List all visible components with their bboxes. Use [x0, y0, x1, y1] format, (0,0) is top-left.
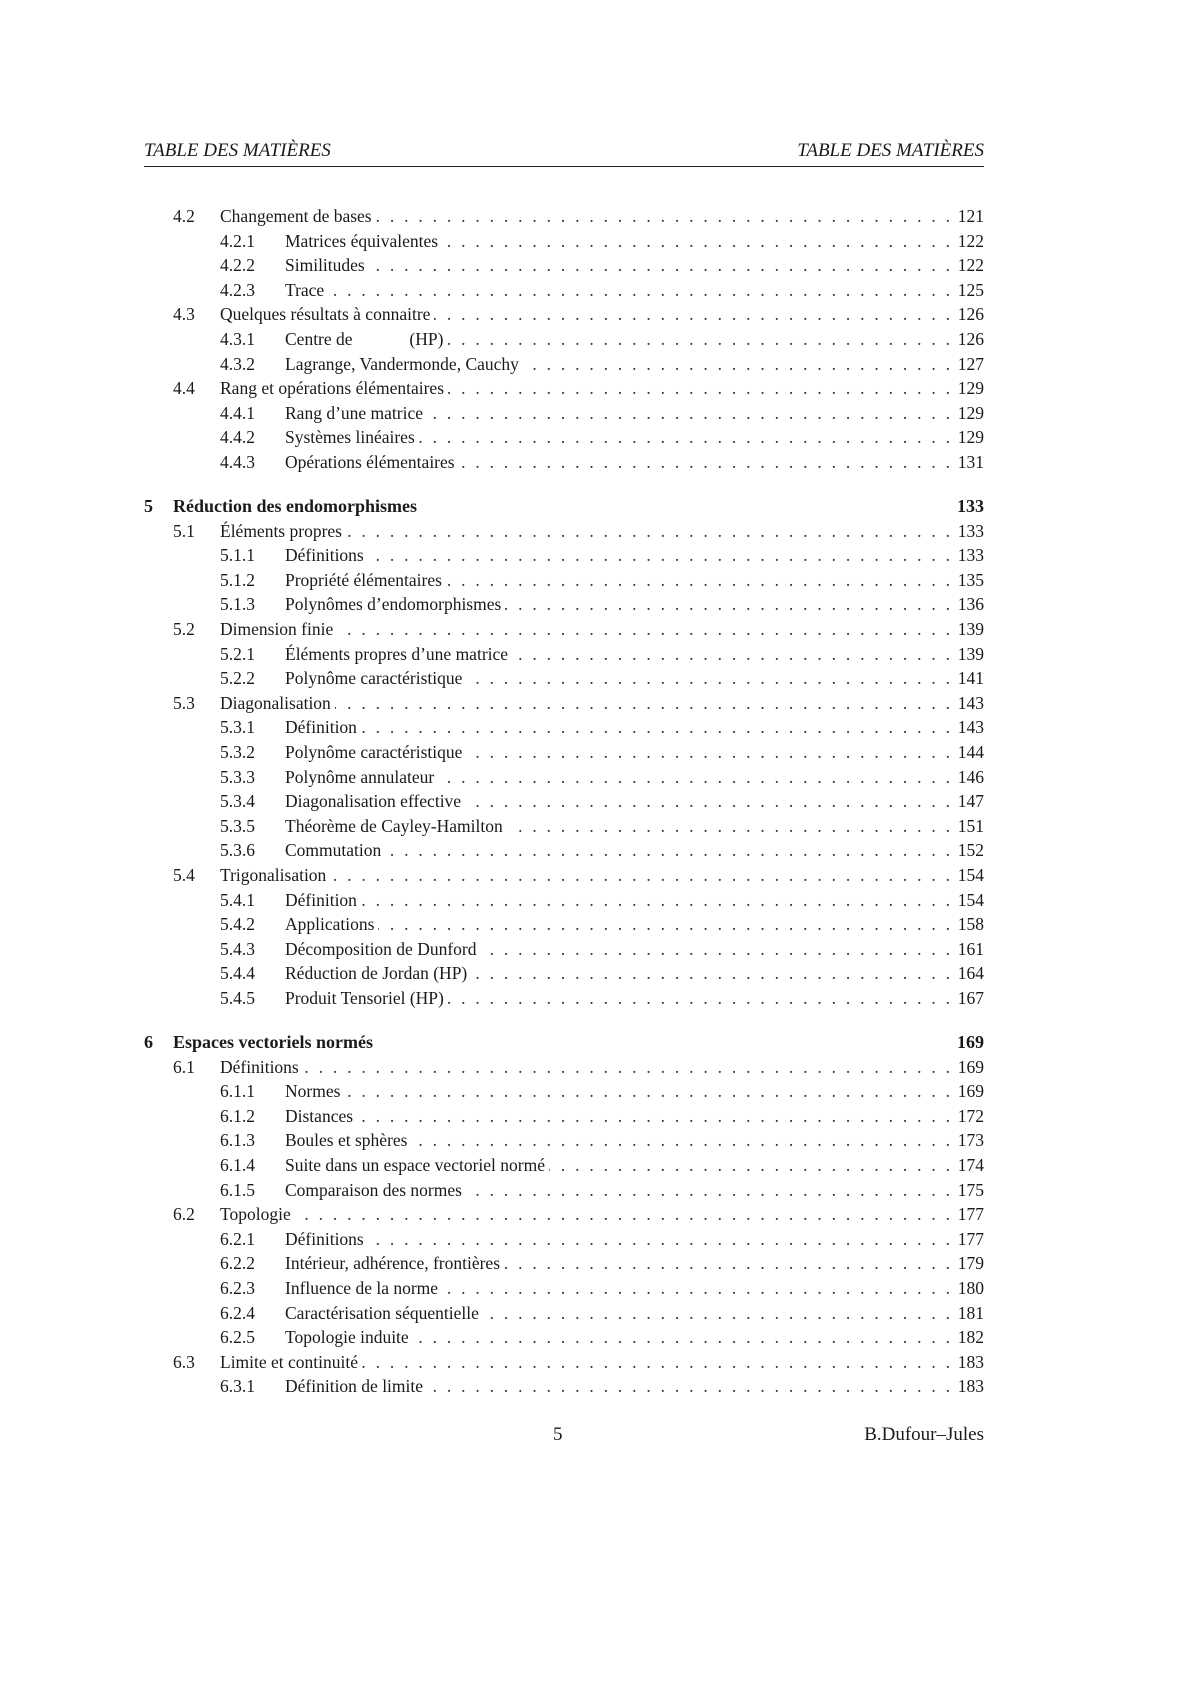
toc-subsection[interactable] [144, 912, 984, 937]
entry-page: 180 [957, 1277, 984, 1298]
entry-page: 183 [957, 1376, 984, 1397]
entry-title: Lagrange, Vandermonde, Cauchy [285, 353, 519, 374]
entry-title: Trace [285, 279, 325, 300]
entry-title: Quelques résultats à connaitre [220, 304, 431, 325]
entry-number: 4.2.3 [220, 279, 255, 300]
dot-leader [447, 327, 950, 352]
dot-leader [512, 642, 950, 667]
toc-subsection[interactable] [144, 666, 984, 691]
dot-leader [376, 204, 950, 229]
entry-page: 183 [957, 1351, 984, 1372]
entry-title: Trigonalisation [220, 864, 327, 885]
toc-subsection[interactable] [144, 425, 984, 450]
dot-leader [344, 1079, 950, 1104]
entry-number: 6.1.3 [220, 1130, 255, 1151]
entry-title: Définition [285, 889, 357, 910]
page-number: 5 [553, 1424, 563, 1445]
entry-number: 5.4.5 [220, 987, 255, 1008]
entry-number: 6.2 [173, 1204, 195, 1225]
dot-leader [362, 1350, 950, 1375]
dot-leader [442, 1276, 950, 1301]
toc-subsection[interactable] [144, 568, 984, 593]
entry-title: Applications [285, 914, 375, 935]
entry-page: 144 [957, 741, 984, 762]
entry-number: 4.3 [173, 304, 195, 325]
entry-title: Théorème de Cayley-Hamilton [285, 815, 503, 836]
entry-page: 126 [957, 328, 984, 349]
entry-number: 6.3 [173, 1351, 195, 1372]
entry-title: Opérations élémentaires [285, 451, 455, 472]
entry-page: 143 [957, 717, 984, 738]
entry-page: 173 [957, 1130, 984, 1151]
entry-number: 6 [144, 1032, 153, 1052]
entry-page: 127 [957, 353, 984, 374]
entry-title: Boules et sphères [285, 1130, 408, 1151]
entry-number: 4.2 [173, 206, 195, 226]
entry-number: 5.3.2 [220, 741, 255, 762]
entry-number: 5.3.1 [220, 717, 255, 738]
entry-number: 6.1 [173, 1056, 195, 1077]
entry-title: Changement de bases [220, 206, 372, 226]
toc-subsection[interactable] [144, 327, 984, 352]
entry-page: 181 [957, 1302, 984, 1323]
toc-subsection[interactable] [144, 1153, 984, 1178]
entry-number: 4.4.2 [220, 427, 255, 448]
dot-leader [483, 1301, 950, 1326]
entry-page: 177 [957, 1204, 984, 1225]
entry-title: Produit Tensoriel (HP) [285, 987, 444, 1008]
dot-leader [369, 253, 950, 278]
dot-leader [337, 617, 950, 642]
toc-subsection[interactable] [144, 1374, 984, 1399]
entry-number: 6.2.1 [220, 1228, 255, 1249]
toc-subsection[interactable] [144, 986, 984, 1011]
dot-leader [385, 838, 950, 863]
entry-title: Caractérisation séquentielle [285, 1302, 479, 1323]
entry-page: 154 [957, 889, 984, 910]
dot-leader [438, 765, 950, 790]
entry-title: Intérieur, adhérence, frontières [285, 1253, 501, 1274]
entry-title: Définitions [285, 1228, 364, 1249]
entry-page: 129 [957, 402, 984, 423]
entry-page: 139 [957, 643, 984, 664]
toc-subsection[interactable] [144, 592, 984, 617]
dot-leader [361, 888, 950, 913]
dot-leader [335, 691, 950, 716]
dot-leader [505, 592, 950, 617]
toc-subsection[interactable] [144, 814, 984, 839]
author: B.Dufour–Jules [864, 1424, 984, 1445]
entry-page: 129 [957, 427, 984, 448]
entry-title: Réduction des endomorphismes [173, 496, 418, 517]
entry-title: Matrices équivalentes [285, 230, 439, 251]
entry-title: Définition [285, 717, 357, 738]
dot-leader [328, 278, 950, 303]
toc-section[interactable] [144, 1055, 984, 1080]
entry-title: Décomposition de Dunford [285, 938, 477, 959]
running-header [144, 140, 984, 162]
dot-leader [427, 1374, 950, 1399]
entry-number: 6.1.2 [220, 1105, 255, 1126]
entry-number: 5.1.1 [220, 545, 255, 566]
toc-subsection[interactable] [144, 1227, 984, 1252]
entry-title: Systèmes linéaires [285, 427, 415, 448]
dot-leader [413, 1325, 950, 1350]
entry-number: 4.4 [173, 378, 195, 399]
toc-section[interactable] [144, 863, 984, 888]
entry-number: 5.2 [173, 619, 195, 639]
entry-page: 147 [957, 791, 984, 812]
entry-page: 177 [957, 1228, 984, 1249]
dot-leader [295, 1202, 950, 1227]
entry-title: Centre de (HP) [285, 328, 444, 349]
entry-title: Définitions [220, 1056, 299, 1077]
entry-page: 182 [957, 1327, 984, 1348]
entry-title: Comparaison des normes [285, 1179, 462, 1200]
entry-number: 4.4.1 [220, 402, 255, 423]
toc-subsection[interactable] [144, 450, 984, 475]
toc-subsection[interactable] [144, 888, 984, 913]
dot-leader [504, 1251, 950, 1276]
dot-leader [466, 740, 950, 765]
entry-number: 4.4.3 [220, 451, 255, 472]
toc-subsection[interactable] [144, 1104, 984, 1129]
entry-number: 5 [144, 496, 153, 517]
dot-leader [448, 376, 950, 401]
entry-number: 6.2.3 [220, 1277, 255, 1298]
dot-leader [368, 1227, 950, 1252]
entry-page: 172 [957, 1105, 984, 1126]
toc-subsection[interactable] [144, 715, 984, 740]
entry-page: 122 [957, 255, 984, 276]
entry-title: Similitudes [285, 255, 365, 276]
entry-number: 5.4.4 [220, 963, 255, 984]
header-rule [144, 166, 984, 167]
toc-subsection[interactable] [144, 1128, 984, 1153]
toc-section[interactable] [144, 691, 984, 716]
toc-subsection[interactable] [144, 229, 984, 254]
dot-leader [357, 1104, 950, 1129]
dot-leader [442, 229, 950, 254]
entry-title: Influence de la norme [285, 1277, 439, 1298]
entry-page: 175 [957, 1179, 984, 1200]
entry-page: 129 [957, 378, 984, 399]
dot-leader [419, 425, 950, 450]
toc-section[interactable] [144, 1202, 984, 1227]
entry-number: 6.1.5 [220, 1179, 255, 1200]
toc-section[interactable] [144, 204, 984, 229]
header-left: TABLE DES MATIÈRES [144, 140, 331, 161]
toc-section[interactable] [144, 617, 984, 642]
entry-page: 143 [957, 692, 984, 713]
entry-number: 6.1.4 [220, 1154, 255, 1175]
entry-page: 161 [957, 938, 984, 959]
entry-title: Polynômes d’endomorphismes [285, 594, 502, 615]
entry-page: 164 [957, 963, 984, 984]
entry-title: Topologie induite [285, 1327, 409, 1348]
entry-page: 152 [957, 840, 984, 861]
entry-title: Dimension finie [220, 619, 334, 639]
entry-page: 121 [957, 206, 984, 226]
entry-number: 5.3 [173, 692, 195, 713]
dot-leader [471, 961, 950, 986]
toc-subsection[interactable] [144, 961, 984, 986]
entry-page: 174 [957, 1154, 984, 1175]
toc-subsection[interactable] [144, 1276, 984, 1301]
entry-number: 5.1 [173, 520, 195, 541]
entry-page: 125 [957, 279, 984, 300]
dot-leader [523, 352, 950, 377]
entry-title: Éléments propres d’une matrice [285, 643, 509, 664]
entry-title: Rang d’une matrice [285, 402, 424, 423]
toc-subsection[interactable] [144, 278, 984, 303]
entry-title: Normes [285, 1081, 341, 1102]
entry-title: Commutation [285, 840, 382, 861]
entry-title: Définitions [285, 545, 364, 566]
entry-number: 5.3.4 [220, 791, 255, 812]
entry-number: 4.3.2 [220, 353, 255, 374]
toc-subsection[interactable] [144, 352, 984, 377]
toc-subsection[interactable] [144, 1178, 984, 1203]
entry-page: 136 [957, 594, 984, 615]
entry-number: 6.1.1 [220, 1081, 255, 1102]
entry-number: 4.2.1 [220, 230, 255, 251]
toc-chapter[interactable] [144, 1030, 984, 1055]
entry-page: 146 [957, 766, 984, 787]
dot-leader [466, 1178, 950, 1203]
entry-title: Réduction de Jordan (HP) [285, 963, 468, 984]
entry-number: 6.3.1 [220, 1376, 255, 1397]
entry-number: 5.3.3 [220, 766, 255, 787]
dot-leader [427, 401, 950, 426]
entry-page: 154 [957, 864, 984, 885]
entry-page: 158 [957, 914, 984, 935]
entry-page: 131 [957, 451, 984, 472]
dot-leader [466, 666, 950, 691]
dot-leader [434, 302, 950, 327]
entry-page: 141 [957, 668, 984, 689]
entry-title: Propriété élémentaires [285, 569, 442, 590]
entry-number: 6.2.4 [220, 1302, 255, 1323]
dot-leader [346, 519, 950, 544]
entry-page: 133 [957, 545, 984, 566]
dot-leader [507, 814, 950, 839]
entry-page: 139 [957, 619, 984, 639]
toc-subsection[interactable] [144, 543, 984, 568]
dot-leader [446, 568, 950, 593]
entry-page: 169 [957, 1056, 984, 1077]
entry-number: 5.2.1 [220, 643, 255, 664]
toc-subsection[interactable] [144, 740, 984, 765]
entry-page: 133 [957, 520, 984, 541]
toc-section[interactable] [144, 1350, 984, 1375]
dot-leader [378, 912, 950, 937]
toc-section[interactable] [144, 519, 984, 544]
toc-subsection[interactable] [144, 937, 984, 962]
entry-title: Rang et opérations élémentaires [220, 378, 445, 399]
entry-number: 5.4.1 [220, 889, 255, 910]
entry-page: 135 [957, 569, 984, 590]
toc-subsection[interactable] [144, 1301, 984, 1326]
entry-title: Éléments propres [220, 520, 342, 541]
toc-subsection[interactable] [144, 1079, 984, 1104]
toc-subsection[interactable] [144, 253, 984, 278]
entry-title: Distances [285, 1105, 354, 1126]
entry-number: 5.1.3 [220, 594, 255, 615]
dot-leader [459, 450, 950, 475]
entry-title: Polynôme annulateur [285, 766, 435, 787]
toc-subsection[interactable] [144, 789, 984, 814]
entry-number: 4.3.1 [220, 328, 255, 349]
toc-subsection[interactable] [144, 1325, 984, 1350]
toc-subsection[interactable] [144, 642, 984, 667]
entry-title: Diagonalisation [220, 692, 331, 713]
dot-leader [303, 1055, 950, 1080]
entry-title: Suite dans un espace vectoriel normé [285, 1154, 545, 1175]
entry-page: 179 [957, 1253, 984, 1274]
entry-page: 126 [957, 304, 984, 325]
entry-number: 5.4.3 [220, 938, 255, 959]
entry-title: Espaces vectoriels normés [173, 1032, 373, 1052]
toc-subsection[interactable] [144, 1251, 984, 1276]
dot-leader [549, 1153, 950, 1178]
toc-section[interactable] [144, 376, 984, 401]
dot-leader [368, 543, 950, 568]
entry-title: Topologie [220, 1204, 291, 1225]
entry-title: Polynôme caractéristique [285, 668, 463, 689]
entry-title: Définition de limite [285, 1376, 424, 1397]
entry-number: 6.2.2 [220, 1253, 255, 1274]
dot-leader [411, 1128, 950, 1153]
entry-page: 133 [957, 496, 984, 517]
entry-number: 5.2.2 [220, 668, 255, 689]
toc-section[interactable] [144, 302, 984, 327]
entry-number: 5.3.6 [220, 840, 255, 861]
header-right: TABLE DES MATIÈRES [797, 140, 984, 161]
entry-page: 169 [957, 1032, 984, 1052]
entry-number: 4.2.2 [220, 255, 255, 276]
dot-leader [330, 863, 950, 888]
entry-page: 167 [957, 987, 984, 1008]
entry-number: 5.4 [173, 864, 195, 885]
toc-chapter[interactable] [144, 494, 984, 519]
toc-subsection[interactable] [144, 765, 984, 790]
entry-number: 5.1.2 [220, 569, 255, 590]
entry-number: 6.2.5 [220, 1327, 255, 1348]
entry-page: 151 [957, 815, 984, 836]
dot-leader [481, 937, 951, 962]
entry-number: 5.3.5 [220, 815, 255, 836]
entry-title: Limite et continuité [220, 1351, 359, 1372]
dot-leader [465, 789, 950, 814]
toc-subsection[interactable] [144, 401, 984, 426]
dot-leader [361, 715, 950, 740]
entry-number: 5.4.2 [220, 914, 255, 935]
toc-subsection[interactable] [144, 838, 984, 863]
dot-leader [448, 986, 950, 1011]
entry-page: 122 [957, 230, 984, 251]
table-of-contents [144, 204, 984, 1399]
entry-page: 169 [957, 1081, 984, 1102]
entry-title: Polynôme caractéristique [285, 741, 463, 762]
entry-title: Diagonalisation effective [285, 791, 462, 812]
